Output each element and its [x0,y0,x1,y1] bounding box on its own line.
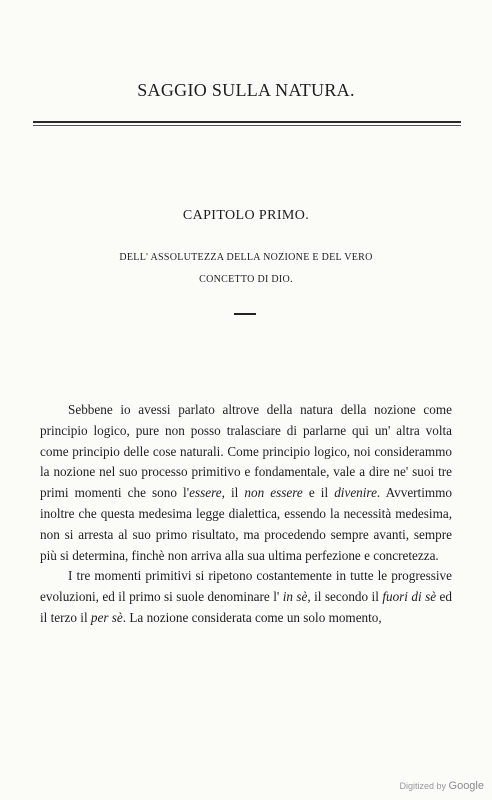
chapter-subtitle-line-1: DELL' ASSOLUTEZZA DELLA NOZIONE E DEL VERO [119,252,373,263]
header-rule-thick [33,121,461,123]
paragraph-2-part-4: . La nozione considerata come un solo momento, [122,609,382,625]
paragraph-1-part-3: e il [302,485,335,501]
chapter-subtitle [70,247,422,291]
paragraph-2-part-2: , il secondo il [307,589,383,605]
term-non-essere: non essere [244,485,303,501]
digitized-watermark [399,780,484,792]
term-per-se: per sè [90,609,123,625]
chapter-subtitle-line-2: CONCETTO DI DIO. [199,274,293,285]
paragraph-2-part-3: ed il terzo il [40,589,452,625]
paragraph-2 [40,566,452,628]
term-in-se: in sè [282,589,308,605]
google-logo: Google [448,780,484,792]
paragraph-1-part-1: Sebbene io avessi parlato altrove della natura della nozione come principio logico, pure non posso tralasciare di parlarne qui un' altra volta come principio delle cose naturali. Come principio logico, noi considerammo la nozione nel suo processo primitivo e fondamentale, vale a dire ne' suoi tre primi momenti che sono l' [40,402,452,501]
chapter-title: CAPITOLO PRIMO. [182,208,310,223]
running-head: SAGGIO SULLA NATURA. [137,80,355,100]
term-fuori-di-se: fuori di sè [382,589,437,605]
term-essere: essere [189,485,222,501]
term-divenire: divenire [334,485,377,501]
paragraph-1-part-2: , il [221,485,245,501]
digitized-by-label: Digitized by [399,781,446,791]
body-text [40,400,452,629]
paragraph-1 [40,400,452,566]
header-rule-thin [33,125,461,126]
paragraph-2-part-1: I tre momenti primitivi si ripetono costantemente in tutte le progressive evoluzioni, ed il primo si suole denominare l' [40,568,452,605]
paragraph-1-part-4: . Avvertimmo inoltre che questa medesima legge dialettica, essendo la necessità medesima, non si arresta al suo primo risultato, ma procedendo sempre avanti, sempre più si determina, finchè non arriva alla sua ultima perfezione e concretezza. [40,485,452,563]
section-dash [234,313,256,315]
